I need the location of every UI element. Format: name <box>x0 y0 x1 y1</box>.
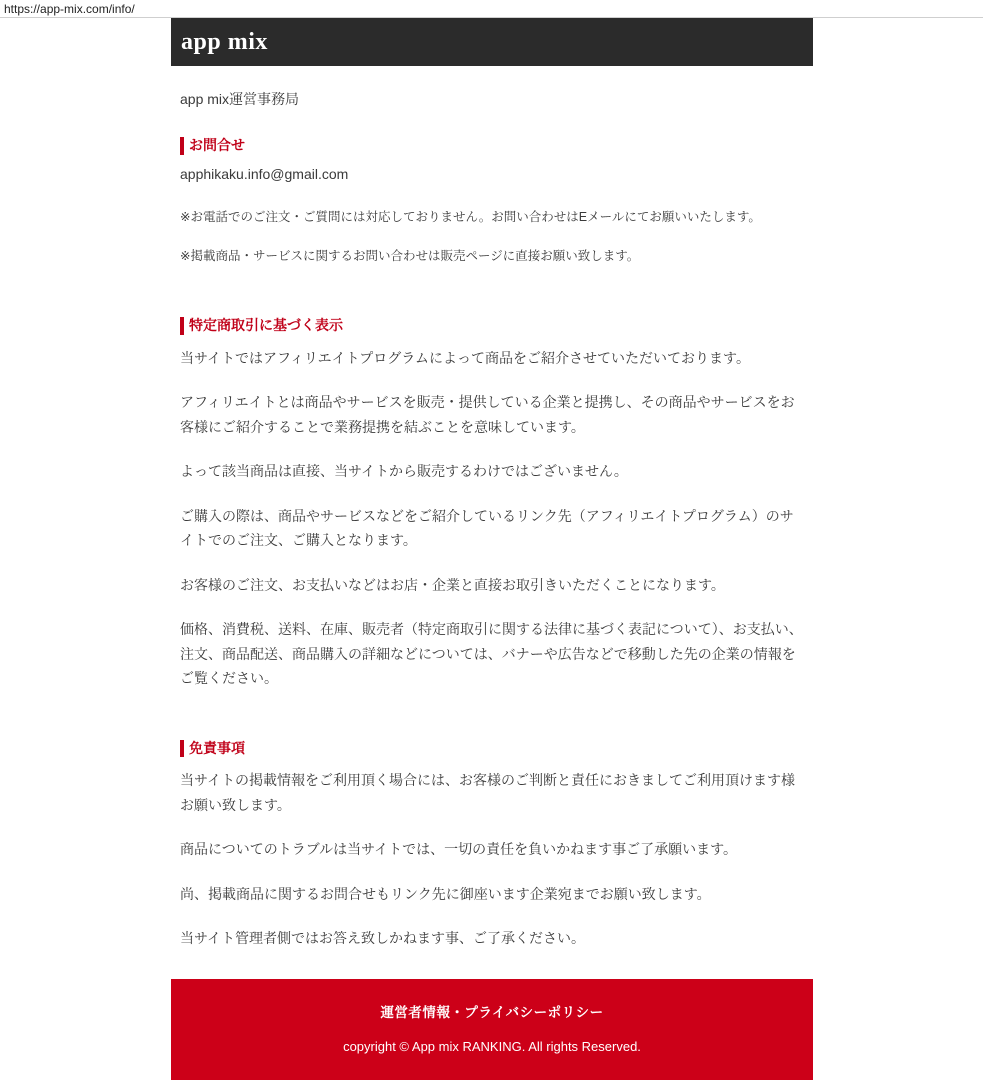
section-title-disclaimer: 免責事項 <box>180 739 804 759</box>
content-column <box>171 18 813 1080</box>
disclaimer-paragraph-1: 当サイトの掲載情報をご利用頂く場合には、お客様のご判断と責任におきましてご利用頂けます様お願い致します。 <box>180 772 796 813</box>
operator-name: app mix運営事務局 <box>180 91 300 107</box>
footer-policy-link[interactable]: 運営者情報・プライバシーポリシー <box>380 1004 604 1020</box>
commercial-paragraph-3: よって該当商品は直接、当サイトから販売するわけではございません。 <box>180 463 628 480</box>
contact-note-2: ※掲載商品・サービスに関するお問い合わせは販売ページに直接お願い致します。 <box>180 249 640 264</box>
footer-copyright: copyright © App mix RANKING. All rights Reserved. <box>343 1038 641 1054</box>
main-content <box>171 88 813 951</box>
browser-url-bar[interactable]: https://app-mix.com/info/ <box>0 0 983 18</box>
site-title: app mix <box>181 28 268 55</box>
commercial-paragraph-4: ご購入の際は、商品やサービスなどをご紹介しているリンク先（アフィリエイトプログラム）のサイトでのご注文、ご購入となります。 <box>180 507 794 549</box>
section-title-commercial-transactions: 特定商取引に基づく表示 <box>180 316 804 336</box>
page-canvas <box>0 18 983 1054</box>
commercial-paragraph-1: 当サイトではアフィリエイトプログラムによって商品をご紹介させていただいております。 <box>180 349 750 366</box>
disclaimer-paragraph-3: 尚、掲載商品に関するお問合せもリンク先に御座います企業宛までお願い致します。 <box>180 885 711 902</box>
section-title-contact: お問合せ <box>180 136 804 156</box>
site-header <box>171 18 813 66</box>
site-footer <box>171 979 813 1080</box>
commercial-paragraph-2: アフィリエイトとは商品やサービスを販売・提供している企業と提携し、その商品やサービスをお客様にご紹介することで業務提携を結ぶことを意味しています。 <box>180 394 795 435</box>
commercial-paragraph-6: 価格、消費税、送料、在庫、販売者（特定商取引に関する法律に基づく表記について）、お支払い、注文、商品配送、商品購入の詳細などについては、バナーや広告などで移動した先の企業の情報をご覧ください。 <box>180 621 803 687</box>
disclaimer-paragraph-2: 商品についてのトラブルは当サイトでは、一切の責任を負いかねます事ご了承願います。 <box>180 841 738 858</box>
disclaimer-paragraph-4: 当サイト管理者側ではお答え致しかねます事、ご了承ください。 <box>180 930 586 947</box>
contact-note-1: ※お電話でのご注文・ご質問には対応しておりません。お問い合わせはEメールにてお願いいたします。 <box>180 209 761 224</box>
commercial-paragraph-5: お客様のご注文、お支払いなどはお店・企業と直接お取引きいただくことになります。 <box>180 576 725 593</box>
contact-email: apphikaku.info@gmail.com <box>180 165 349 182</box>
